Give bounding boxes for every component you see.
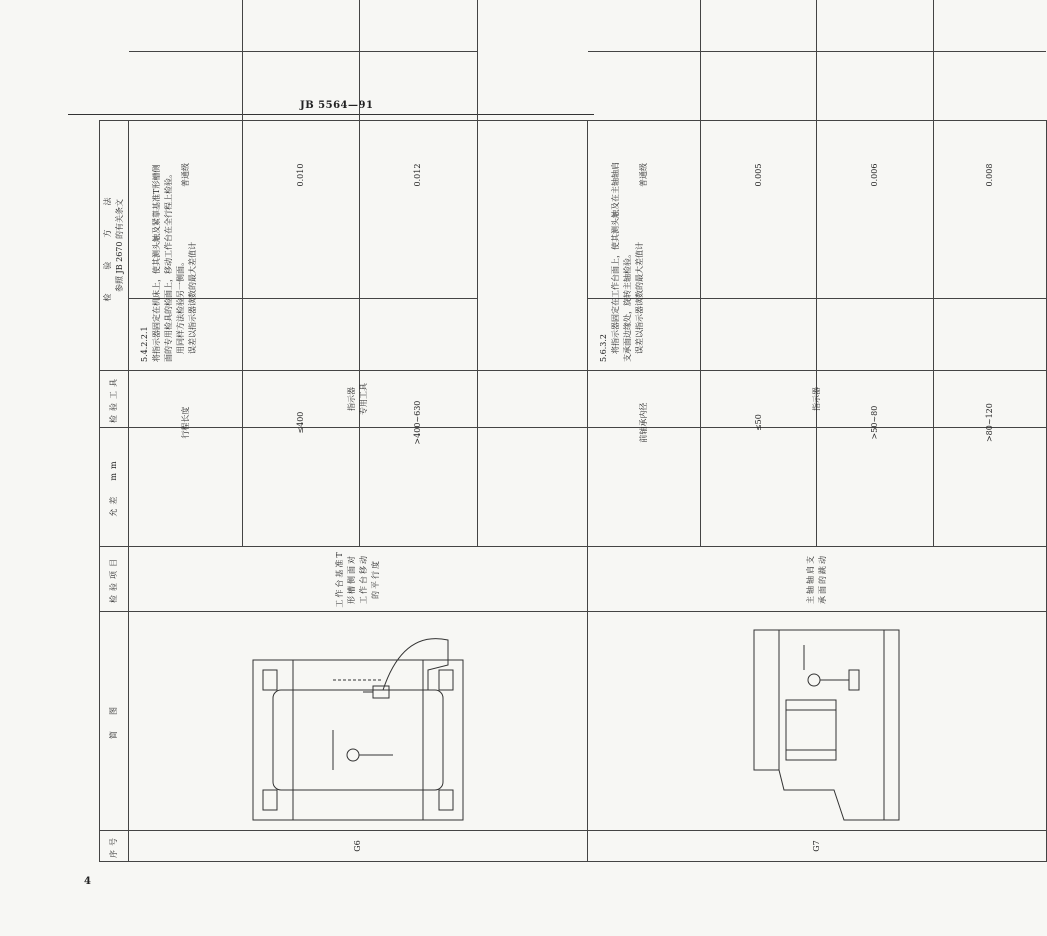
figure-g7 bbox=[588, 612, 1047, 831]
header-tool: 检验工具 bbox=[100, 371, 129, 428]
tol-param: >400~630 bbox=[360, 299, 477, 546]
method-line: 支承面边缘处，旋转主轴检验。 bbox=[623, 250, 632, 362]
tol-normal: 0.010 bbox=[243, 51, 360, 298]
tool-g6: 指示器 专用工具 bbox=[129, 371, 588, 428]
header-method-main: 检 验 方 法 bbox=[103, 189, 112, 302]
header-item: 检验项目 bbox=[100, 547, 129, 612]
tol-param: >80~120 bbox=[933, 299, 1046, 546]
tol-param: ≤50 bbox=[701, 299, 817, 546]
tol-col-normal: 普通级 bbox=[588, 51, 701, 298]
inspection-table-rotated bbox=[99, 120, 994, 862]
method-line: 用同样方法检验另一侧面。 bbox=[176, 258, 185, 362]
tol-col-precision bbox=[588, 0, 701, 51]
tol-col-normal: 普通级 bbox=[129, 51, 243, 298]
tol-normal: 0.005 bbox=[701, 51, 817, 298]
tol-param: >50~80 bbox=[817, 299, 933, 546]
row-seq: G6 bbox=[129, 831, 588, 862]
method-line: 将指示器固定在工作台面上，使其测头触及在主轴轴肩 bbox=[611, 162, 620, 362]
header-method-sub: 参照 JB 2670 的有关条文 bbox=[115, 198, 124, 293]
tol-param: ≤400 bbox=[243, 299, 360, 546]
tol-precision bbox=[243, 0, 360, 51]
table-row-g7 bbox=[588, 121, 1047, 862]
tool-g7: 指示器 bbox=[588, 371, 1047, 428]
tol-col-precision bbox=[129, 0, 243, 51]
tol-precision bbox=[360, 0, 477, 51]
tol-normal: 0.012 bbox=[360, 51, 477, 298]
header-seq: 序号 bbox=[100, 831, 129, 862]
header-method bbox=[100, 121, 129, 371]
inspection-table bbox=[99, 120, 1047, 862]
header-figure: 简 图 bbox=[100, 612, 129, 831]
row-seq: G7 bbox=[588, 831, 1047, 862]
tol-normal: 0.006 bbox=[817, 51, 933, 298]
item-g7: 主轴轴肩支承面的跳动 bbox=[588, 547, 1047, 612]
method-line: 误差以指示器读数的最大差值计 bbox=[635, 242, 644, 362]
item-g6: 工作台基准T形槽侧面对工作台移动的平行度 bbox=[129, 547, 588, 612]
tol-precision bbox=[701, 0, 817, 51]
method-line: 5.6.3.2 bbox=[599, 334, 608, 362]
method-line: 5.4.2.2.1 bbox=[140, 326, 149, 362]
method-line: 误差以指示器读数的最大差值计 bbox=[188, 242, 197, 362]
standard-code: JB 5564—91 bbox=[300, 100, 374, 111]
method-g6 bbox=[129, 121, 588, 371]
page-number: 4 bbox=[84, 876, 91, 887]
table-row-g6 bbox=[129, 121, 588, 862]
g6-schematic-figure bbox=[129, 612, 587, 830]
tol-col-param: 行程长度 bbox=[129, 299, 243, 546]
method-line: 将指示器固定在机床上，使其测头触及紧靠基准T形槽侧 bbox=[152, 164, 161, 362]
table-header-row bbox=[100, 121, 129, 862]
tol-precision bbox=[933, 0, 1046, 51]
g7-schematic-figure bbox=[588, 612, 1046, 830]
tol-normal: 0.008 bbox=[933, 51, 1046, 298]
figure-g6 bbox=[129, 612, 588, 831]
method-g7 bbox=[588, 121, 1047, 371]
header-tolerance: 允差 mm bbox=[100, 428, 129, 547]
tol-precision bbox=[817, 0, 933, 51]
method-line: 面的专用检具的检面上，移动工作台在全行程上检验。 bbox=[164, 170, 173, 362]
tol-col-param: 前轴承内径 bbox=[588, 299, 701, 546]
